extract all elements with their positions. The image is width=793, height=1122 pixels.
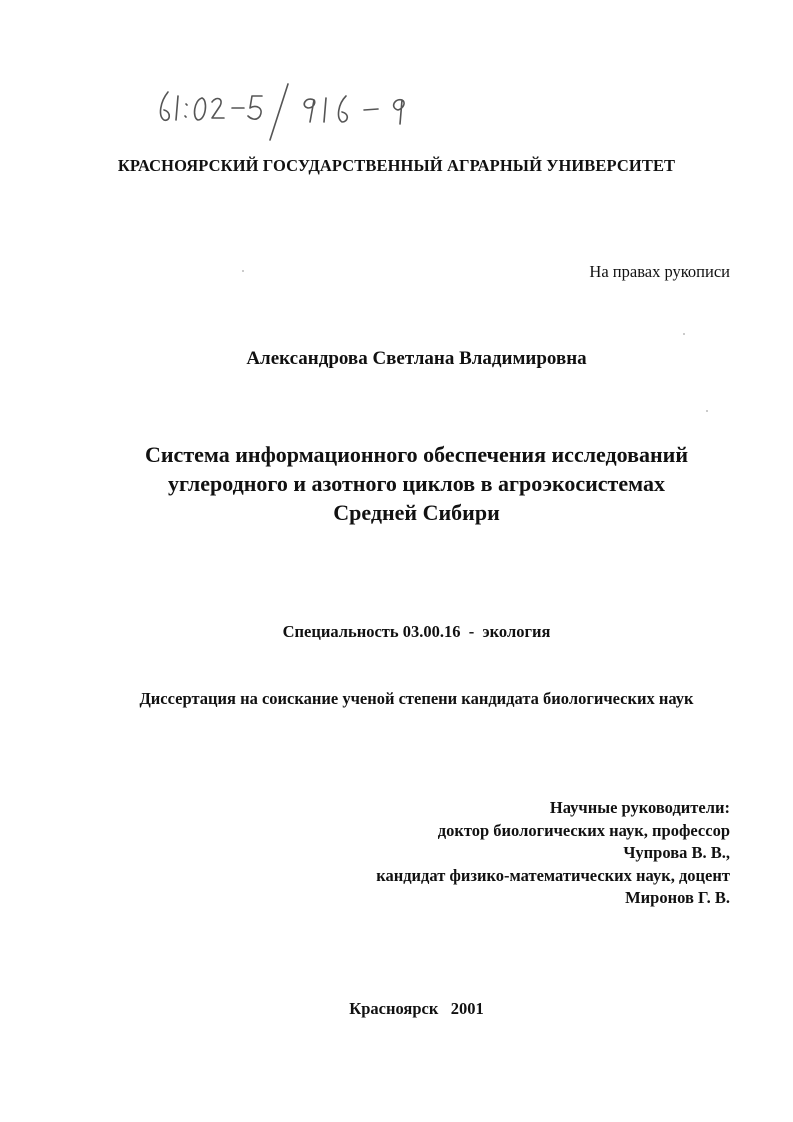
supervisor-line: доктор биологических наук, профессор bbox=[437, 820, 730, 840]
dissertation-title bbox=[0, 440, 793, 527]
university-name: КРАСНОЯРСКИЙ ГОСУДАРСТВЕННЫЙ АГРАРНЫЙ УНИВЕРСИТЕТ bbox=[117, 156, 676, 175]
scan-speck bbox=[242, 270, 244, 272]
manuscript-note: На правах рукописи bbox=[589, 262, 730, 281]
title-line: Средней Сибири bbox=[333, 500, 500, 525]
specialty: Специальность 03.00.16 - экология bbox=[282, 622, 551, 641]
handwritten-code bbox=[150, 78, 430, 142]
supervisors-heading: Научные руководители: bbox=[549, 798, 730, 817]
supervisor-line: кандидат физико-математических наук, доцент bbox=[376, 865, 730, 885]
scan-speck bbox=[683, 333, 685, 335]
title-line: углеродного и азотного циклов в агроэкосистемах bbox=[168, 471, 665, 496]
supervisors-block bbox=[376, 797, 730, 910]
title-line: Система информационного обеспечения исследований bbox=[144, 442, 689, 467]
city-year: Красноярск 2001 bbox=[349, 999, 484, 1018]
degree-statement: Диссертация на соискание ученой степени кандидата биологических наук bbox=[139, 689, 694, 708]
author-name: Александрова Светлана Владимировна bbox=[246, 348, 587, 369]
supervisor-line: Чупрова В. В., bbox=[623, 843, 730, 862]
supervisor-line: Миронов Г. В. bbox=[625, 888, 730, 907]
scan-speck bbox=[706, 410, 708, 412]
